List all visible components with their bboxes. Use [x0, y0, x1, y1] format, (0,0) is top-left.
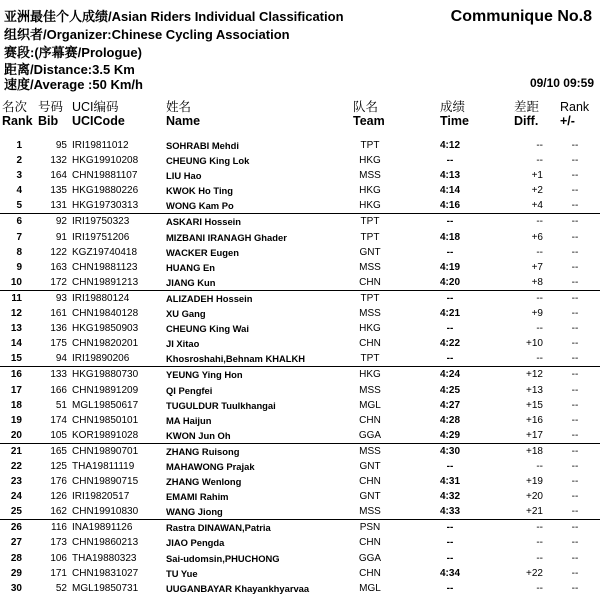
cell-team: HKG	[359, 369, 381, 381]
cell-uci: CHN19891213	[72, 276, 139, 288]
cell-name: QI Pengfei	[166, 384, 213, 396]
cell-rank: 16	[10, 369, 22, 381]
cell-rankpm: --	[571, 216, 579, 228]
cell-team: MSS	[359, 445, 381, 457]
cell-team: HKG	[359, 185, 381, 197]
cell-rankpm: --	[571, 506, 579, 518]
table-row	[0, 413, 600, 428]
cell-diff: +13	[526, 384, 543, 396]
cell-time: --	[446, 323, 454, 335]
cell-rankpm: --	[571, 185, 579, 197]
table-row	[0, 198, 600, 213]
stage: 赛段:(序幕赛/Prologue)	[4, 45, 142, 60]
cell-name: Rastra DINAWAN,Patria	[166, 522, 271, 534]
cell-diff: +22	[526, 567, 543, 579]
table-row	[0, 398, 600, 413]
cell-team: MSS	[359, 170, 381, 182]
cell-name: MA Haijun	[166, 414, 212, 426]
cell-name: TU Yue	[166, 567, 198, 579]
cell-bib: 95	[55, 140, 67, 151]
cell-bib: 161	[50, 308, 67, 320]
cell-team: HKG	[359, 200, 381, 212]
cell-diff: --	[536, 292, 543, 304]
cell-time: 4:29	[439, 429, 460, 441]
cell-rank: 27	[10, 537, 22, 549]
cell-uci: HKG19880226	[72, 185, 139, 197]
cell-time: 4:12	[439, 140, 460, 151]
cell-rankpm: --	[571, 308, 579, 320]
cell-time: --	[446, 292, 454, 304]
cell-diff: +8	[531, 276, 543, 288]
average-speed: 速度/Average :50 Km/h	[4, 77, 143, 92]
col-uci: UCI编码 UCICode	[72, 100, 125, 128]
cell-rankpm: --	[571, 155, 579, 167]
cell-time: 4:19	[439, 261, 460, 273]
cell-diff: --	[536, 522, 543, 534]
cell-team: TPT	[360, 292, 380, 304]
cell-bib: 171	[50, 567, 67, 579]
cell-team: GNT	[359, 460, 381, 472]
cell-rank: 24	[10, 491, 22, 503]
cell-uci: CHN19890715	[72, 476, 139, 488]
cell-bib: 172	[50, 276, 67, 288]
cell-name: JI Xitao	[166, 338, 200, 350]
cell-team: MSS	[359, 261, 381, 273]
cell-name: WANG Jiong	[166, 506, 223, 518]
cell-rankpm: --	[571, 491, 579, 503]
cell-diff: +15	[526, 399, 543, 411]
cell-name: Khosroshahi,Behnam KHALKH	[166, 353, 306, 365]
cell-name: Sai-udomsin,PHUCHONG	[166, 552, 280, 564]
cell-team: MSS	[359, 308, 381, 320]
cell-bib: 133	[50, 369, 67, 381]
cell-time: 4:13	[439, 170, 460, 182]
cell-time: 4:16	[439, 200, 460, 212]
cell-uci: HKG19880730	[72, 369, 139, 381]
cell-rankpm: --	[571, 231, 579, 243]
table-row	[0, 474, 600, 489]
cell-rankpm: --	[571, 476, 579, 488]
cell-rankpm: --	[571, 323, 579, 335]
cell-uci: MGL19850617	[72, 399, 139, 411]
cell-team: MSS	[359, 384, 381, 396]
cell-diff: --	[536, 537, 543, 549]
col-time: 成绩 Time	[440, 100, 469, 128]
table-row	[0, 260, 600, 275]
cell-rankpm: --	[571, 460, 579, 472]
cell-name: ALIZADEH Hossein	[166, 292, 253, 304]
table-row	[0, 428, 600, 443]
table-row	[0, 275, 600, 290]
cell-uci: CHN19820201	[72, 338, 139, 350]
cell-time: 4:21	[439, 308, 460, 320]
cell-name: EMAMI Rahim	[166, 491, 229, 503]
cell-rank: 22	[10, 460, 22, 472]
cell-diff: +1	[531, 170, 543, 182]
cell-time: --	[446, 582, 454, 594]
table-row	[0, 138, 600, 153]
cell-uci: IRI19880124	[72, 292, 130, 304]
cell-uci: CHN19881107	[72, 170, 138, 182]
cell-diff: --	[536, 323, 543, 335]
cell-rankpm: --	[571, 140, 579, 151]
table-row	[0, 504, 600, 519]
cell-rankpm: --	[571, 276, 579, 288]
col-team: 队名 Team	[353, 100, 385, 128]
cell-uci: CHN19891209	[72, 384, 139, 396]
cell-name: MIZBANI IRANAGH Ghader	[166, 231, 287, 243]
cell-uci: IRI19820517	[72, 491, 130, 503]
cell-time: 4:20	[439, 276, 460, 288]
cell-uci: IRI19811012	[72, 140, 129, 151]
cell-uci: CHN19840128	[72, 308, 139, 320]
cell-uci: INA19891126	[72, 522, 133, 534]
col-diff: 差距 Diff.	[514, 100, 540, 128]
cell-rankpm: --	[571, 292, 579, 304]
table-row	[0, 183, 600, 198]
cell-uci: HKG19730313	[72, 200, 139, 212]
cell-time: 4:25	[439, 384, 460, 396]
cell-time: --	[446, 246, 454, 258]
cell-time: --	[446, 216, 454, 228]
cell-name: JIANG Kun	[166, 276, 216, 288]
cell-team: HKG	[359, 155, 381, 167]
cell-rankpm: --	[571, 261, 579, 273]
cell-team: TPT	[360, 231, 380, 243]
cell-team: MGL	[359, 582, 381, 594]
cell-diff: --	[536, 155, 543, 167]
table-row	[0, 566, 600, 581]
cell-rankpm: --	[571, 384, 579, 396]
cell-bib: 174	[50, 414, 67, 426]
cell-bib: 122	[50, 246, 67, 258]
cell-rank: 5	[16, 200, 22, 212]
table-row	[0, 459, 600, 474]
table-row	[0, 519, 600, 535]
cell-diff: +10	[526, 338, 543, 350]
cell-uci: CHN19850101	[72, 414, 139, 426]
table-row	[0, 321, 600, 336]
cell-rankpm: --	[571, 582, 579, 594]
cell-bib: 125	[50, 460, 67, 472]
table-row	[0, 306, 600, 321]
cell-uci: CHN19910830	[72, 506, 139, 518]
cell-name: ZHANG Ruisong	[166, 445, 240, 457]
cell-uci: MGL19850731	[72, 582, 139, 594]
cell-uci: THA19811119	[72, 460, 135, 472]
cell-uci: THA19880323	[72, 552, 137, 564]
cell-rankpm: --	[571, 552, 579, 564]
cell-team: CHN	[359, 476, 381, 488]
cell-team: HKG	[359, 323, 381, 335]
cell-bib: 136	[50, 323, 67, 335]
col-bib: 号码 Bib	[38, 100, 64, 128]
cell-time: 4:14	[439, 185, 460, 197]
cell-rankpm: --	[571, 353, 579, 365]
cell-bib: 162	[50, 506, 67, 518]
cell-time: --	[446, 537, 454, 549]
cell-diff: --	[536, 246, 543, 258]
cell-rank: 30	[10, 582, 22, 594]
cell-name: JIAO Pengda	[166, 537, 225, 549]
cell-time: --	[446, 522, 454, 534]
cell-time: 4:24	[439, 369, 460, 381]
cell-bib: 166	[50, 384, 67, 396]
cell-rank: 23	[10, 476, 22, 488]
cell-diff: +20	[526, 491, 543, 503]
table-row	[0, 366, 600, 382]
cell-diff: --	[536, 140, 543, 151]
communique-number: Communique No.8	[450, 8, 592, 25]
cell-team: GNT	[359, 246, 381, 258]
cell-bib: 51	[55, 399, 67, 411]
cell-name: TUGULDUR Tuulkhangai	[166, 399, 276, 411]
cell-rank: 15	[10, 353, 22, 365]
cell-time: 4:18	[439, 231, 460, 243]
cell-diff: +18	[526, 445, 543, 457]
cell-rankpm: --	[571, 537, 579, 549]
cell-bib: 175	[50, 338, 67, 350]
cell-name: WACKER Eugen	[166, 246, 239, 258]
cell-rank: 25	[10, 506, 22, 518]
cell-bib: 131	[50, 200, 67, 212]
cell-time: 4:28	[439, 414, 460, 426]
cell-name: XU Gang	[166, 308, 206, 320]
table-row	[0, 443, 600, 459]
cell-bib: 164	[50, 170, 67, 182]
cell-rank: 13	[10, 323, 22, 335]
cell-team: GNT	[359, 491, 381, 503]
table-row	[0, 230, 600, 245]
cell-time: --	[446, 353, 454, 365]
cell-rankpm: --	[571, 338, 579, 350]
table-row	[0, 290, 600, 306]
cell-rank: 4	[16, 185, 22, 197]
cell-diff: +6	[531, 231, 543, 243]
cell-rankpm: --	[571, 200, 579, 212]
cell-rankpm: --	[571, 522, 579, 534]
cell-time: 4:33	[439, 506, 460, 518]
cell-name: WONG Kam Po	[166, 200, 234, 212]
cell-uci: HKG19910208	[72, 155, 139, 167]
cell-team: MGL	[359, 399, 381, 411]
cell-team: PSN	[359, 522, 381, 534]
cell-time: --	[446, 155, 454, 167]
cell-uci: CHN19890701	[72, 445, 139, 457]
cell-bib: 132	[50, 155, 67, 167]
cell-time: --	[446, 552, 454, 564]
cell-rank: 6	[16, 216, 22, 228]
cell-diff: +12	[526, 369, 543, 381]
cell-rank: 17	[10, 384, 22, 396]
column-header	[0, 100, 600, 134]
cell-team: TPT	[360, 216, 380, 228]
table-row	[0, 153, 600, 168]
cell-rank: 7	[16, 231, 22, 243]
cell-bib: 92	[55, 216, 67, 228]
cell-rank: 20	[10, 429, 22, 441]
cell-name: ASKARI Hossein	[166, 216, 242, 228]
cell-name: ZHANG Wenlong	[166, 476, 242, 488]
cell-uci: HKG19850903	[72, 323, 139, 335]
cell-time: --	[446, 460, 454, 472]
cell-team: CHN	[359, 537, 381, 549]
cell-uci: IRI19890206	[72, 353, 130, 365]
table-row	[0, 489, 600, 504]
cell-bib: 126	[50, 491, 67, 503]
cell-team: CHN	[359, 338, 381, 350]
cell-bib: 106	[50, 552, 67, 564]
cell-diff: +19	[526, 476, 543, 488]
cell-diff: --	[536, 353, 543, 365]
cell-time: 4:30	[439, 445, 460, 457]
cell-rank: 28	[10, 552, 22, 564]
cell-uci: KGZ19740418	[72, 246, 138, 258]
cell-time: 4:34	[439, 567, 460, 579]
cell-diff: --	[536, 582, 543, 594]
cell-uci: CHN19831027	[72, 567, 139, 579]
cell-name: MAHAWONG Prajak	[166, 460, 255, 472]
cell-rankpm: --	[571, 445, 579, 457]
cell-diff: --	[536, 216, 543, 228]
cell-rankpm: --	[571, 246, 579, 258]
table-row	[0, 245, 600, 260]
cell-diff: --	[536, 460, 543, 472]
report-datetime: 09/10 09:59	[529, 76, 594, 90]
cell-rankpm: --	[571, 399, 579, 411]
cell-rank: 14	[10, 338, 22, 350]
cell-rank: 12	[10, 308, 22, 320]
col-rank: 名次 Rank	[2, 100, 33, 128]
cell-rank: 29	[10, 567, 22, 579]
cell-bib: 105	[50, 429, 67, 441]
col-rank-change: Rank +/-	[560, 100, 590, 128]
table-row	[0, 383, 600, 398]
cell-rank: 9	[16, 261, 22, 273]
distance: 距离/Distance:3.5 Km	[4, 62, 135, 77]
cell-diff: +21	[526, 506, 543, 518]
cell-name: CHEUNG King Wai	[166, 323, 249, 335]
cell-team: CHN	[359, 276, 381, 288]
cell-rank: 8	[16, 246, 22, 258]
cell-name: KWOK Ho Ting	[166, 185, 234, 197]
cell-rank: 10	[10, 276, 22, 288]
cell-rank: 19	[10, 414, 22, 426]
cell-uci: KOR19891028	[72, 429, 139, 441]
cell-rank: 21	[10, 445, 22, 457]
cell-bib: 52	[55, 582, 67, 594]
cell-name: CHEUNG King Lok	[166, 155, 250, 167]
cell-name: LIU Hao	[166, 170, 202, 182]
cell-name: KWON Jun Oh	[166, 429, 231, 441]
cell-name: HUANG En	[166, 261, 215, 273]
results-title: 亚洲最佳个人成绩/Asian Riders Individual Classification	[4, 9, 344, 24]
cell-diff: +2	[531, 185, 543, 197]
cell-team: CHN	[359, 567, 381, 579]
cell-diff: +4	[531, 200, 543, 212]
cell-rankpm: --	[571, 414, 579, 426]
cell-bib: 163	[50, 261, 67, 273]
cell-diff: +16	[526, 414, 543, 426]
cell-diff: +9	[531, 308, 543, 320]
cell-team: GGA	[358, 429, 382, 441]
cell-time: 4:22	[439, 338, 460, 350]
cell-name: UUGANBAYAR Khayankhyarvaa	[166, 582, 310, 594]
table-row	[0, 213, 600, 229]
cell-bib: 176	[50, 476, 67, 488]
cell-diff: +7	[531, 261, 543, 273]
cell-uci: IRI19750323	[72, 216, 130, 228]
cell-rank: 26	[10, 522, 22, 534]
cell-rankpm: --	[571, 567, 579, 579]
cell-rankpm: --	[571, 429, 579, 441]
cell-bib: 93	[55, 292, 67, 304]
cell-diff: --	[536, 552, 543, 564]
cell-name: SOHRABI Mehdi	[166, 140, 239, 151]
cell-rank: 18	[10, 399, 22, 411]
cell-team: GGA	[358, 552, 382, 564]
table-row	[0, 168, 600, 183]
cell-bib: 165	[50, 445, 67, 457]
cell-bib: 116	[51, 522, 67, 534]
cell-team: MSS	[359, 506, 381, 518]
cell-bib: 173	[50, 537, 67, 549]
table-row	[0, 351, 600, 366]
col-name: 姓名 Name	[166, 100, 201, 128]
results-table	[0, 138, 600, 596]
cell-rank: 2	[16, 155, 22, 167]
table-row	[0, 336, 600, 351]
table-row	[0, 535, 600, 550]
cell-bib: 135	[50, 185, 67, 197]
organizer: 组织者/Organizer:Chinese Cycling Association	[4, 27, 290, 42]
cell-rank: 11	[11, 292, 22, 304]
cell-time: 4:31	[439, 476, 460, 488]
cell-rankpm: --	[571, 170, 579, 182]
cell-uci: IRI19751206	[72, 231, 130, 243]
cell-uci: CHN19860213	[72, 537, 139, 549]
cell-bib: 94	[55, 353, 67, 365]
cell-time: 4:32	[439, 491, 460, 503]
cell-team: TPT	[360, 353, 380, 365]
table-row	[0, 581, 600, 596]
cell-name: YEUNG Ying Hon	[166, 369, 243, 381]
cell-uci: CHN19881123	[72, 261, 138, 273]
cell-rank: 1	[16, 140, 22, 151]
cell-rank: 3	[16, 170, 22, 182]
cell-diff: +17	[526, 429, 543, 441]
cell-team: TPT	[360, 140, 380, 151]
cell-rankpm: --	[571, 369, 579, 381]
cell-time: 4:27	[439, 399, 460, 411]
table-row	[0, 551, 600, 566]
cell-bib: 91	[55, 231, 67, 243]
cell-team: CHN	[359, 414, 381, 426]
